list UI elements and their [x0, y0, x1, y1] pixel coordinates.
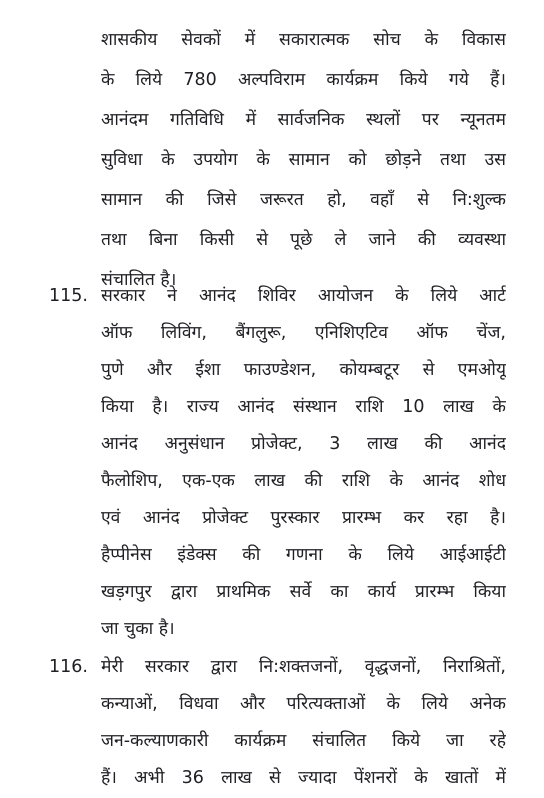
paragraph-line: एवं आनंद प्रोजेक्ट पुरस्कार प्रारम्भ कर रहा है। [101, 508, 506, 528]
paragraph-line: के लिये 780 अल्पविराम कार्यक्रम किये गये हैं। [101, 70, 506, 90]
paragraph-line: मेरी सरकार द्वारा नि:शक्तजनों, वृद्धजनों, निराश्रितों, [101, 657, 506, 677]
paragraph-line: सुविधा के उपयोग के सामान को छोड़ने तथा उस [101, 150, 506, 170]
paragraph-number: 116. [49, 657, 88, 677]
paragraph-line: शासकीय सेवकों में सकारात्मक सोच के विकास [101, 30, 506, 50]
paragraph-line: सामान की जिसे जरूरत हो, वहाँ से नि:शुल्क [101, 190, 506, 210]
paragraph-line: फैलोशिप, एक-एक लाख की राशि के आनंद शोध [101, 471, 506, 491]
paragraph-line: तथा बिना किसी से पूछे ले जाने की व्यवस्था [101, 230, 506, 250]
paragraph-line: आनंद अनुसंधान प्रोजेक्ट, 3 लाख की आनंद [101, 434, 506, 454]
paragraph-line: पुणे और ईशा फाउण्डेशन, कोयम्बटूर से एमओयू [101, 360, 506, 380]
paragraph-line: कन्याओं, विधवा और परित्यक्ताओं के लिये अनेक [101, 694, 506, 714]
paragraph-line: हैप्पीनेस इंडेक्स की गणना के लिये आईआईटी [101, 545, 506, 565]
paragraph-line: ऑफ लिविंग, बैंगलुरू, एनिशिएटिव ऑफ चेंज, [101, 323, 506, 343]
paragraph-line: संचालित है। [101, 270, 177, 290]
paragraph-line: खड़गपुर द्वारा प्राथमिक सर्वे का कार्य प्रारम्भ किया [101, 582, 506, 602]
paragraph-line: आनंदम गतिविधि में सार्वजनिक स्थलों पर न्यूनतम [101, 110, 506, 130]
paragraph-line: सरकार ने आनंद शिविर आयोजन के लिये आर्ट [101, 286, 506, 306]
paragraph-line: किया है। राज्य आनंद संस्थान राशि 10 लाख के [101, 397, 506, 417]
paragraph-line: हैं। अभी 36 लाख से ज्यादा पेंशनरों के खातों में [101, 768, 506, 788]
paragraph-line: जन-कल्याणकारी कार्यक्रम संचालित किये जा रहे [101, 731, 506, 751]
paragraph-number: 115. [49, 286, 88, 306]
paragraph-line: जा चुका है। [101, 619, 175, 639]
